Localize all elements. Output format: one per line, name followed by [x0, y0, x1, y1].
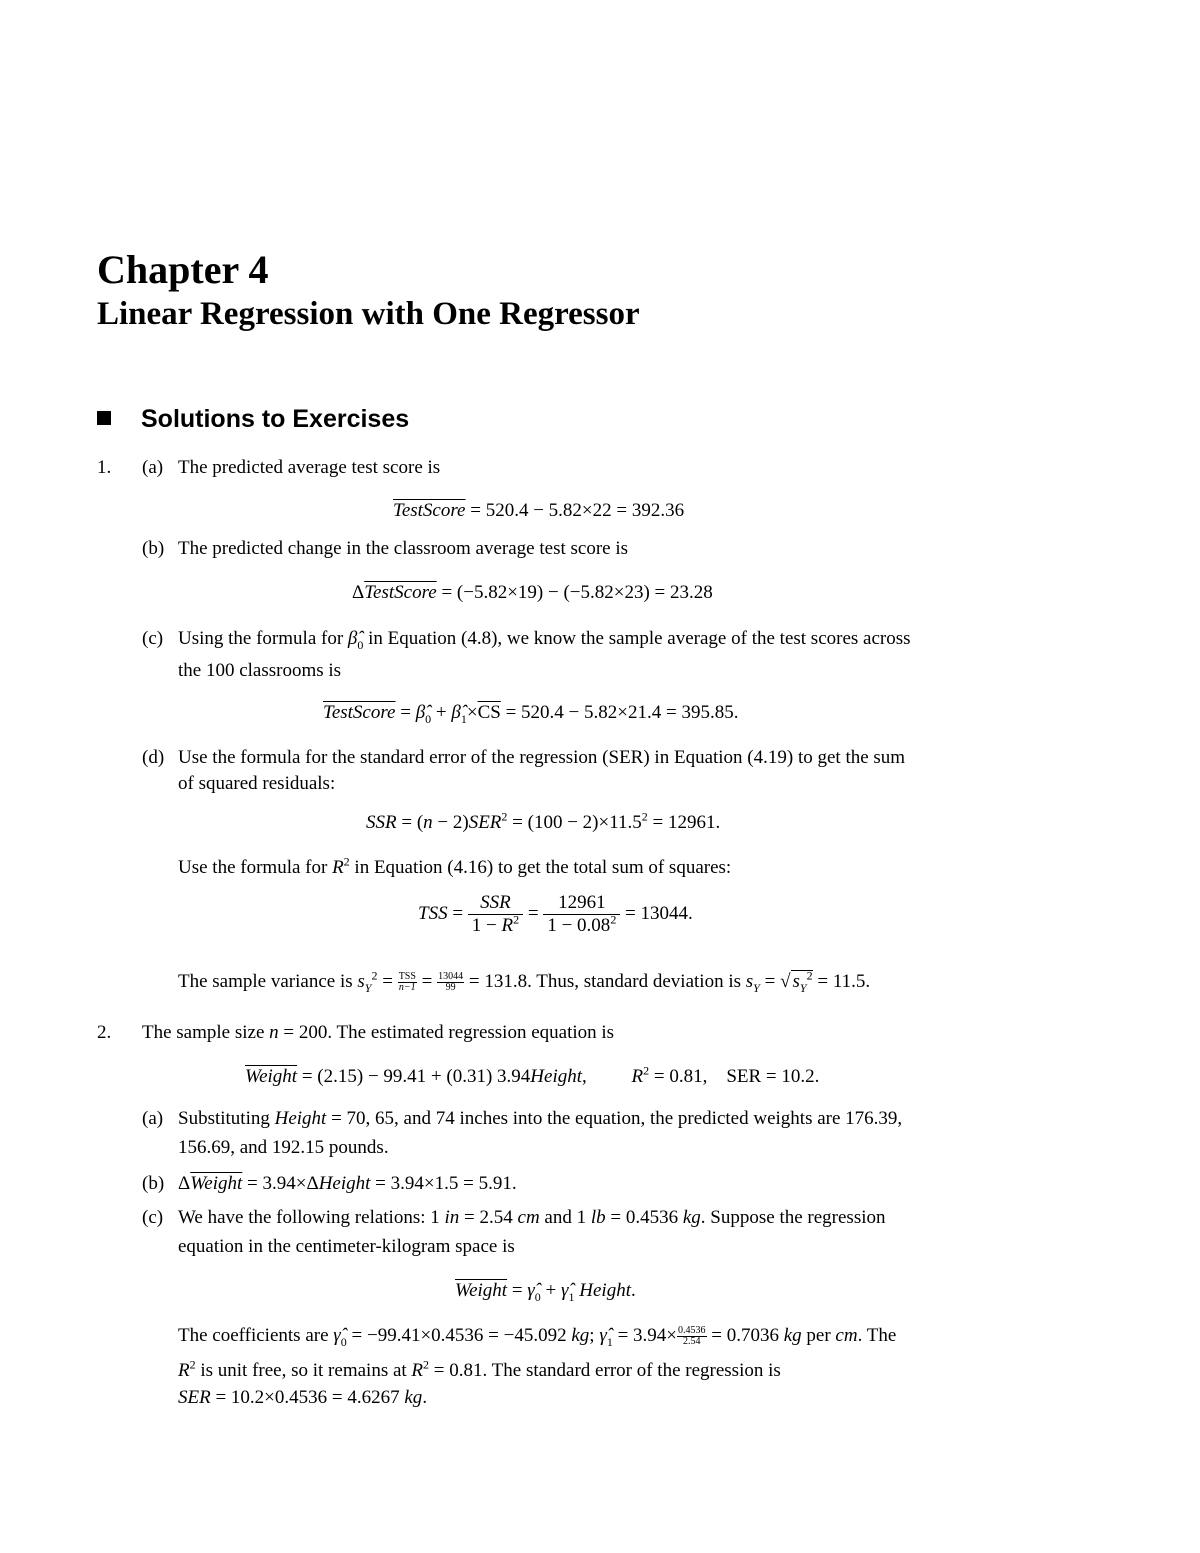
- ex1-b-text: The predicted change in the classroom average test score is: [178, 538, 629, 559]
- ex1-d-text-line1: Use the formula for the standard error of the regression (SER) in Equation (4.19) to get the sum: [178, 747, 906, 768]
- ex2-b-text: ΔWeight = 3.94×ΔHeight = 3.94×1.5 = 5.91.: [178, 1173, 517, 1194]
- ex2-intro: The sample size n = 200. The estimated regression equation is: [142, 1022, 615, 1043]
- ex2-a-text-line2: 156.69, and 192.15 pounds.: [178, 1137, 389, 1158]
- ex1-c-label: (c): [142, 628, 164, 649]
- ex1-a-label: (a): [142, 457, 164, 478]
- ex1-d-text-line4: The sample variance is $s_Y^2$ = TSS n−1 = $\frac{13044}{99}$ = 131.8. Thus, standard deviation is $s_Y$ = √ $s_Y^2 = 11.5$.: [178, 968, 871, 995]
- ex1-d-equation-ssr: SSR = $(n - 2)SER^2 = (100 - 2)\times 11.5^2 = 12961$.: [366, 809, 721, 833]
- ex1-c-text-line2: the 100 classrooms is: [178, 660, 342, 681]
- exercise-2-number: 2.: [97, 1022, 112, 1043]
- ex1-d-text-line3: Use the formula for $R^2$ in Equation (4.16) to get the total sum of squares:: [178, 854, 732, 878]
- ex1-d-equation-tss: TSS = $\frac{\text{SSR}}{1 - R^2}$ = $\frac{12961}{1 - 0.08^2}$ = 13044.: [418, 892, 693, 936]
- ex1-c-text-line1: Using the formula for $\betâ_0$ in Equation (4.8), we know the sample average of the test scores across: [178, 628, 911, 652]
- section-heading: [97, 403, 409, 435]
- ex1-b-label: (b): [142, 538, 165, 559]
- chapter-subtitle: Linear Regression with One Regressor: [97, 296, 640, 332]
- ex1-a-text: The predicted average test score is: [178, 457, 441, 478]
- ex1-d-label: (d): [142, 747, 165, 768]
- ex1-b-equation: ΔTestScore = (−5.82×19) − (−5.82×23) = 23.28: [352, 582, 713, 603]
- ex2-c-text-line4: $R^2$ is unit free, so it remains at $R^2 = 0.81$. The standard error of the regression is: [178, 1357, 781, 1381]
- exercise-1-number: 1.: [97, 457, 112, 478]
- square-bullet-icon: [97, 411, 111, 425]
- ex2-b-label: (b): [142, 1173, 165, 1194]
- ex1-a-equation: TestScore = 520.4 − 5.82×22 = 392.36: [393, 500, 685, 521]
- ex1-c-equation: TestScore = $\betâ_0$ + $\betâ_1\times\overline{CS} = 520.4 - 5.82\times 21.4 = 395.85$.: [323, 702, 739, 726]
- ex2-c-equation: Weight = $\gammâ_0$ + $\gammâ_1$ Height.: [455, 1280, 636, 1304]
- ex2-c-text-line2: equation in the centimeter-kilogram space is: [178, 1236, 515, 1257]
- ex2-a-text-line1: Substituting Height = 70, 65, and 74 inches into the equation, the predicted weights are 176.39,: [178, 1108, 903, 1129]
- ex2-c-text-line5: SER = 10.2×0.4536 = 4.6267 kg.: [178, 1387, 428, 1408]
- ex2-c-text-line1: We have the following relations: 1 in = 2.54 cm and 1 lb = 0.4536 kg. Suppose the regression: [178, 1207, 886, 1228]
- ex2-c-label: (c): [142, 1207, 164, 1228]
- ex2-equation: Weight = (2.15) − 99.41 + (0.31) 3.94Height, $R^2 = 0.81$, SER = 10.2.: [245, 1063, 820, 1087]
- ex2-a-label: (a): [142, 1108, 164, 1129]
- ex1-d-text-line2: of squared residuals:: [178, 773, 336, 794]
- chapter-title: Chapter 4: [97, 247, 269, 292]
- ex2-c-text-line3: The coefficients are $\gammâ_0 = -99.41\times 0.4536 = -45.092$ kg; $\gammâ_1 = 3.94\times$ $\frac{0.4536}{2.54}$ = 0.7036 kg per cm. The: [178, 1325, 897, 1349]
- section-title: Solutions to Exercises: [141, 405, 410, 433]
